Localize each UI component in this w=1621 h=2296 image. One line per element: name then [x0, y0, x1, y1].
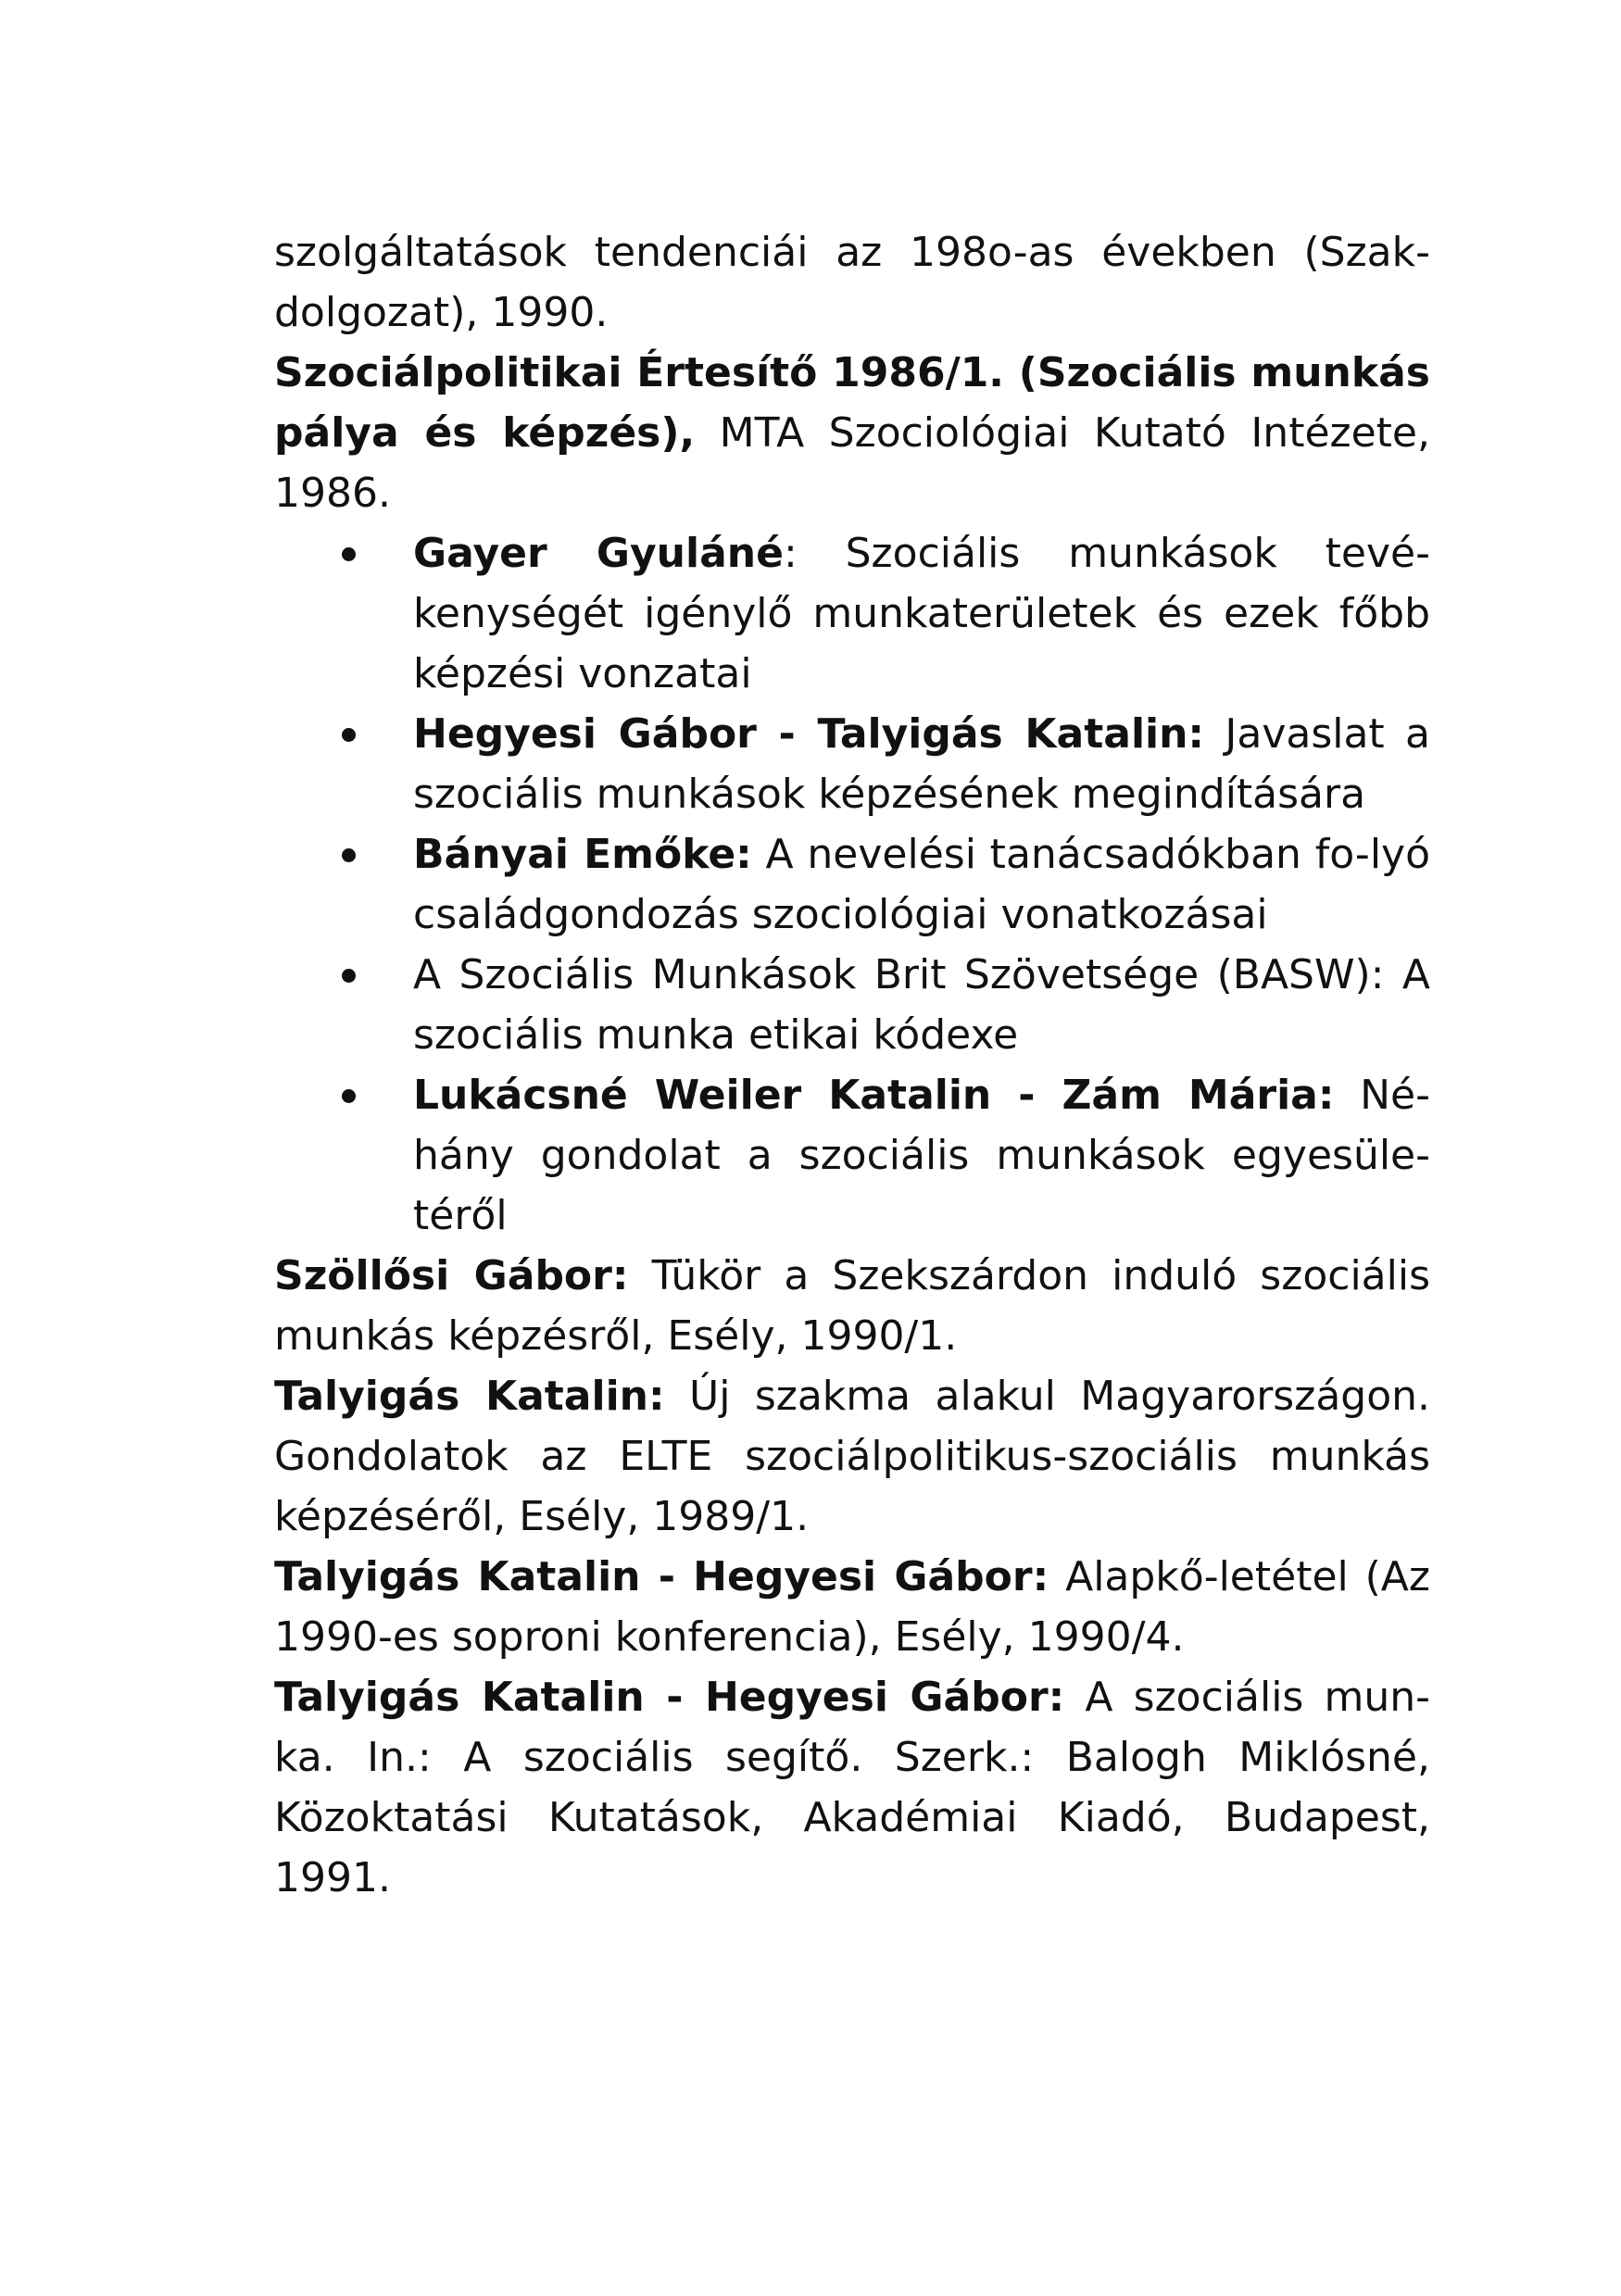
- entry-text: A szociális mun-ka. In.: A szociális segítő. Szerk.: Balogh Miklósné, Közoktatási Kutatások, Akadémiai Kiadó, Budapest, 1991.: [274, 1674, 1431, 1901]
- reference-entry: [274, 1547, 1430, 1667]
- bullet-item: [413, 1065, 1430, 1246]
- bullet-icon: [342, 848, 356, 862]
- bullet-item: [413, 945, 1430, 1065]
- bullet-author: Gayer Gyuláné: [413, 530, 784, 577]
- entry-title: Szociálpolitikai Értesítő 1986/1. (Szociális munkás pálya és képzés),: [274, 349, 1430, 457]
- reference-entry: [274, 1246, 1430, 1366]
- bullet-icon: [342, 728, 356, 742]
- reference-entry: [274, 1366, 1430, 1547]
- entry-author: Szöllősi Gábor:: [274, 1252, 629, 1299]
- bullet-author: Hegyesi Gábor - Talyigás Katalin:: [413, 710, 1205, 758]
- bullet-text: : Szociális munkások tevé-kenységét igénylő munkaterületek és ezek főbb képzési vonzatai: [413, 530, 1430, 697]
- bullet-icon: [342, 547, 356, 561]
- bullet-item: [413, 704, 1430, 824]
- reference-entry: [274, 343, 1430, 523]
- entry-author: Talyigás Katalin - Hegyesi Gábor:: [274, 1674, 1065, 1721]
- bullet-author: Lukácsné Weiler Katalin - Zám Mária:: [413, 1072, 1335, 1119]
- bullet-item: [413, 824, 1430, 945]
- bullet-icon: [342, 1089, 356, 1103]
- bullet-text: Javaslat a szociális munkások képzésének megindítására: [413, 710, 1430, 818]
- reference-entry: [274, 1667, 1430, 1908]
- entry-author: Talyigás Katalin:: [274, 1373, 665, 1420]
- entry-text: Alapkő-letétel (Az 1990-es soproni konferencia), Esély, 1990/4.: [274, 1553, 1431, 1661]
- entry-text: MTA Szociológiai Kutató Intézete, 1986.: [274, 409, 1430, 517]
- document-page: [274, 222, 1430, 1908]
- bullet-icon: [342, 969, 356, 983]
- bullet-text: A Szociális Munkások Brit Szövetsége (BASW): A szociális munka etikai kódexe: [413, 951, 1430, 1059]
- bullet-text: Né-hány gondolat a szociális munkások egyesüle-téről: [413, 1072, 1430, 1239]
- entry-text: Tükör a Szekszárdon induló szociális munkás képzésről, Esély, 1990/1.: [274, 1252, 1430, 1360]
- entry-text: szolgáltatások tendenciái az 198o-as években (Szak-dolgozat), 1990.: [274, 229, 1430, 336]
- bullet-author: Bányai Emőke:: [413, 831, 752, 878]
- bullet-item: [413, 523, 1430, 704]
- reference-entry: [274, 222, 1430, 343]
- bullet-list: [274, 523, 1430, 1246]
- bullet-text: A nevelési tanácsadókban fo-lyó családgondozás szociológiai vonatkozásai: [413, 831, 1430, 938]
- entry-author: Talyigás Katalin - Hegyesi Gábor:: [274, 1553, 1049, 1600]
- entry-text: Új szakma alakul Magyarországon. Gondolatok az ELTE szociálpolitikus-szociális munkás képzéséről, Esély, 1989/1.: [274, 1373, 1431, 1540]
